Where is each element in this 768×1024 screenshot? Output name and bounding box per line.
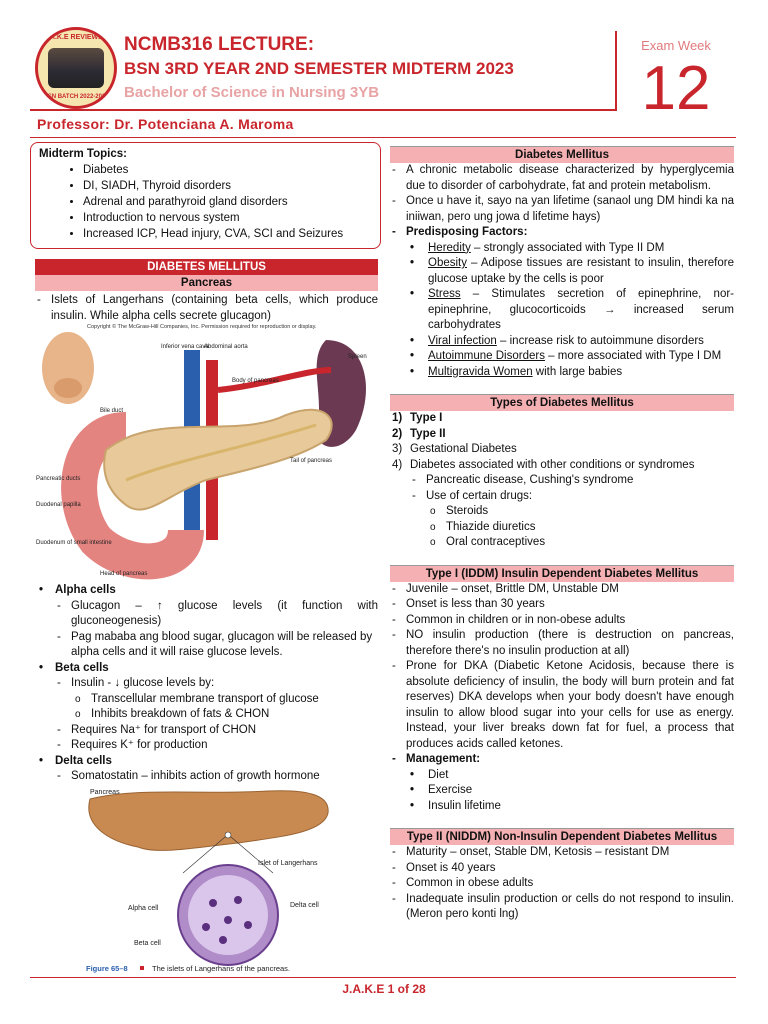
- pancreas-anatomy-image: [36, 330, 376, 580]
- beta-cells-k: - Requires K⁺ for production: [35, 738, 378, 754]
- section-header-diabetes: DIABETES MELLITUS: [35, 259, 378, 275]
- professor-divider: [30, 137, 736, 138]
- label-papilla: Duodenal papilla: [36, 502, 81, 508]
- list-item: o Thiazide diuretics: [390, 520, 734, 536]
- dm-lifetime: - Once u have it, sayo na yan lifetime (sanaol ung DM hindi ka na iniiwan, pero ung jowa d lifetime hays): [390, 194, 734, 225]
- copyright-note: Copyright © The McGraw-Hill Companies, Inc. Permission required for reproduction or display.: [87, 324, 317, 330]
- delta-cells-somatostatin: - Somatostatin – inhibits action of growth hormone: [35, 769, 378, 785]
- predisposing-title: - Predisposing Factors:: [390, 225, 734, 241]
- list-item: o Steroids: [390, 504, 734, 520]
- list-item: - Inadequate insulin production or cells do not respond to insulin. (Meron pero konti lng): [390, 892, 734, 923]
- reviewer-logo: [35, 27, 117, 109]
- lecture-title: NCMB316 LECTURE:: [124, 34, 315, 55]
- list-item: • Insulin lifetime: [390, 799, 734, 815]
- list-item: - Prone for DKA (Diabetic Ketone Acidosis, because there is absolute deficiency of insulin, the body will burn protein and fat reserves) DKA develops when your body doesn't have enough insulin to allow blood sugar into your cells for use as energy. Instead, your liver breaks down fat for fuel, a process that produces acids called ketones.: [390, 659, 734, 752]
- islets-line: - Islets of Langerhans (containing beta cells, which produce insulin. While alpha cells secrete glucagon): [35, 293, 378, 324]
- beta-cells-insulin: - Insulin - ↓ glucose levels by:: [35, 676, 378, 692]
- list-item: • Multigravida Women with large babies: [390, 365, 734, 381]
- topics-title: Midterm Topics:: [39, 148, 127, 160]
- list-item: - Common in obese adults: [390, 876, 734, 892]
- list-item: • DI, SIADH, Thyroid disorders: [83, 178, 372, 194]
- cell-types-section: [35, 583, 378, 785]
- list-item: • Diet: [390, 768, 734, 784]
- list-item: - Onset is less than 30 years: [390, 597, 734, 613]
- list-item: • Autoimmune Disorders – more associated with Type I DM: [390, 349, 734, 365]
- label-delta: Delta cell: [290, 902, 319, 909]
- list-item: - NO insulin production (there is destruction on pancreas, therefore there's no insulin production at all): [390, 628, 734, 659]
- list-item: - Maturity – onset, Stable DM, Ketosis – resistant DM: [390, 845, 734, 861]
- label-ducts: Pancreatic ducts: [36, 476, 81, 482]
- list-item: - Juvenile – onset, Brittle DM, Unstable DM: [390, 582, 734, 598]
- list-item: • Introduction to nervous system: [83, 210, 372, 226]
- management-title: - Management:: [390, 752, 734, 768]
- label-beta: Beta cell: [134, 940, 161, 947]
- label-alpha: Alpha cell: [128, 905, 159, 912]
- list-item: • Diabetes: [83, 162, 372, 178]
- list-item: • Stress – Stimulates secretion of epinephrine, nor-epinephrine, glucocorticoids → increased serum carbohydrates: [390, 287, 734, 334]
- subheader-type2: Type II (NIDDM) Non-Insulin Dependent Diabetes Mellitus: [390, 828, 734, 845]
- alpha-cells-glucagon: - Glucagon – ↑ glucose levels (it function with gluconeogenesis): [35, 599, 378, 630]
- beta-cells-title: • Beta cells: [35, 661, 378, 677]
- label-body: Body of pancreas: [232, 378, 279, 384]
- label-bile: Bile duct: [100, 408, 124, 414]
- logo-batch: BSN BATCH 2022-2023: [43, 94, 109, 100]
- down-arrow-icon: ↓: [114, 677, 121, 689]
- list-item: o Inhibits breakdown of fats & CHON: [35, 707, 378, 723]
- footer-divider: [30, 977, 736, 978]
- beta-cells-na: - Requires Na⁺ for transport of CHON: [35, 723, 378, 739]
- program-title: Bachelor of Science in Nursing 3YB: [124, 84, 380, 101]
- label-duodenum: Duodenum of small intestine: [36, 540, 112, 546]
- islets-of-langerhans-image: [78, 785, 336, 975]
- label-aorta: Abdominal aorta: [204, 344, 248, 350]
- list-item: • Obesity – Adipose tissues are resistant to insulin, therefore glucose uptake by the cells is poor: [390, 256, 734, 287]
- label-head: Head of pancreas: [100, 571, 148, 577]
- right-column: [390, 146, 734, 923]
- list-item: 3) Gestational Diabetes: [392, 443, 517, 455]
- list-item: 4) Diabetes associated with other conditions or syndromes: [392, 458, 695, 471]
- dm-definition: - A chronic metabolic disease characterized by hyperglycemia due to disorder of carbohydrate, fat and protein metabolism.: [390, 163, 734, 194]
- delta-cells-title: • Delta cells: [35, 754, 378, 770]
- page-footer: J.A.K.E 1 of 28: [342, 982, 426, 996]
- alpha-cells-note: - Pag mababa ang blood sugar, glucagon will be released by alpha cells and it will raise glucose levels.: [35, 630, 378, 661]
- logo-photo: [48, 48, 104, 88]
- list-item: • Adrenal and parathyroid gland disorders: [83, 194, 372, 210]
- logo-text: J.A.K.E REVIEWER: [44, 34, 108, 41]
- subheader-types: Types of Diabetes Mellitus: [390, 394, 734, 411]
- figure-number: Figure 65–8: [86, 964, 128, 973]
- list-item: • Viral infection – increase risk to autoimmune disorders: [390, 334, 734, 350]
- professor-name: Professor: Dr. Potenciana A. Maroma: [37, 116, 294, 132]
- list-item: o Oral contraceptives: [390, 535, 734, 551]
- subheader-pancreas: Pancreas: [35, 275, 378, 291]
- figure-caption: The islets of Langerhans of the pancreas.: [152, 964, 291, 973]
- label-spleen: Spleen: [348, 354, 367, 360]
- list-item: 1) Type I: [392, 412, 443, 424]
- label-ivc: Inferior vena cava: [161, 344, 209, 350]
- list-item: - Common in children or in non-obese adults: [390, 613, 734, 629]
- list-item: • Increased ICP, Head injury, CVA, SCI and Seizures: [83, 226, 372, 242]
- list-item: • Exercise: [390, 783, 734, 799]
- label-pancreas: Pancreas: [90, 789, 120, 796]
- label-tail: Tail of pancreas: [290, 458, 333, 464]
- midterm-topics-box: [30, 142, 381, 249]
- up-arrow-icon: ↑: [157, 599, 163, 612]
- alpha-cells-title: • Alpha cells: [35, 583, 378, 599]
- header-vertical-divider: [615, 31, 617, 111]
- types-sub-drugs: - Use of certain drugs:: [390, 489, 734, 505]
- list-item: 2) Type II: [392, 427, 446, 440]
- subheader-type1: Type I (IDDM) Insulin Dependent Diabetes Mellitus: [390, 565, 734, 582]
- left-column-top: [35, 259, 378, 330]
- exam-week-number: 12: [641, 54, 711, 123]
- list-item: • Heredity – strongly associated with Type II DM: [390, 241, 734, 257]
- header-divider: [30, 109, 616, 111]
- list-item: o Transcellular membrane transport of glucose: [35, 692, 378, 708]
- types-sub-pancreatic: - Pancreatic disease, Cushing's syndrome: [390, 473, 734, 489]
- label-islet: Islet of Langerhans: [258, 860, 318, 867]
- semester-title: BSN 3RD YEAR 2ND SEMESTER MIDTERM 2023: [124, 59, 514, 78]
- topics-list: [39, 162, 372, 242]
- subheader-diabetes-mellitus: Diabetes Mellitus: [390, 146, 734, 163]
- list-item: - Onset is 40 years: [390, 861, 734, 877]
- exam-week-label: Exam Week: [641, 38, 711, 53]
